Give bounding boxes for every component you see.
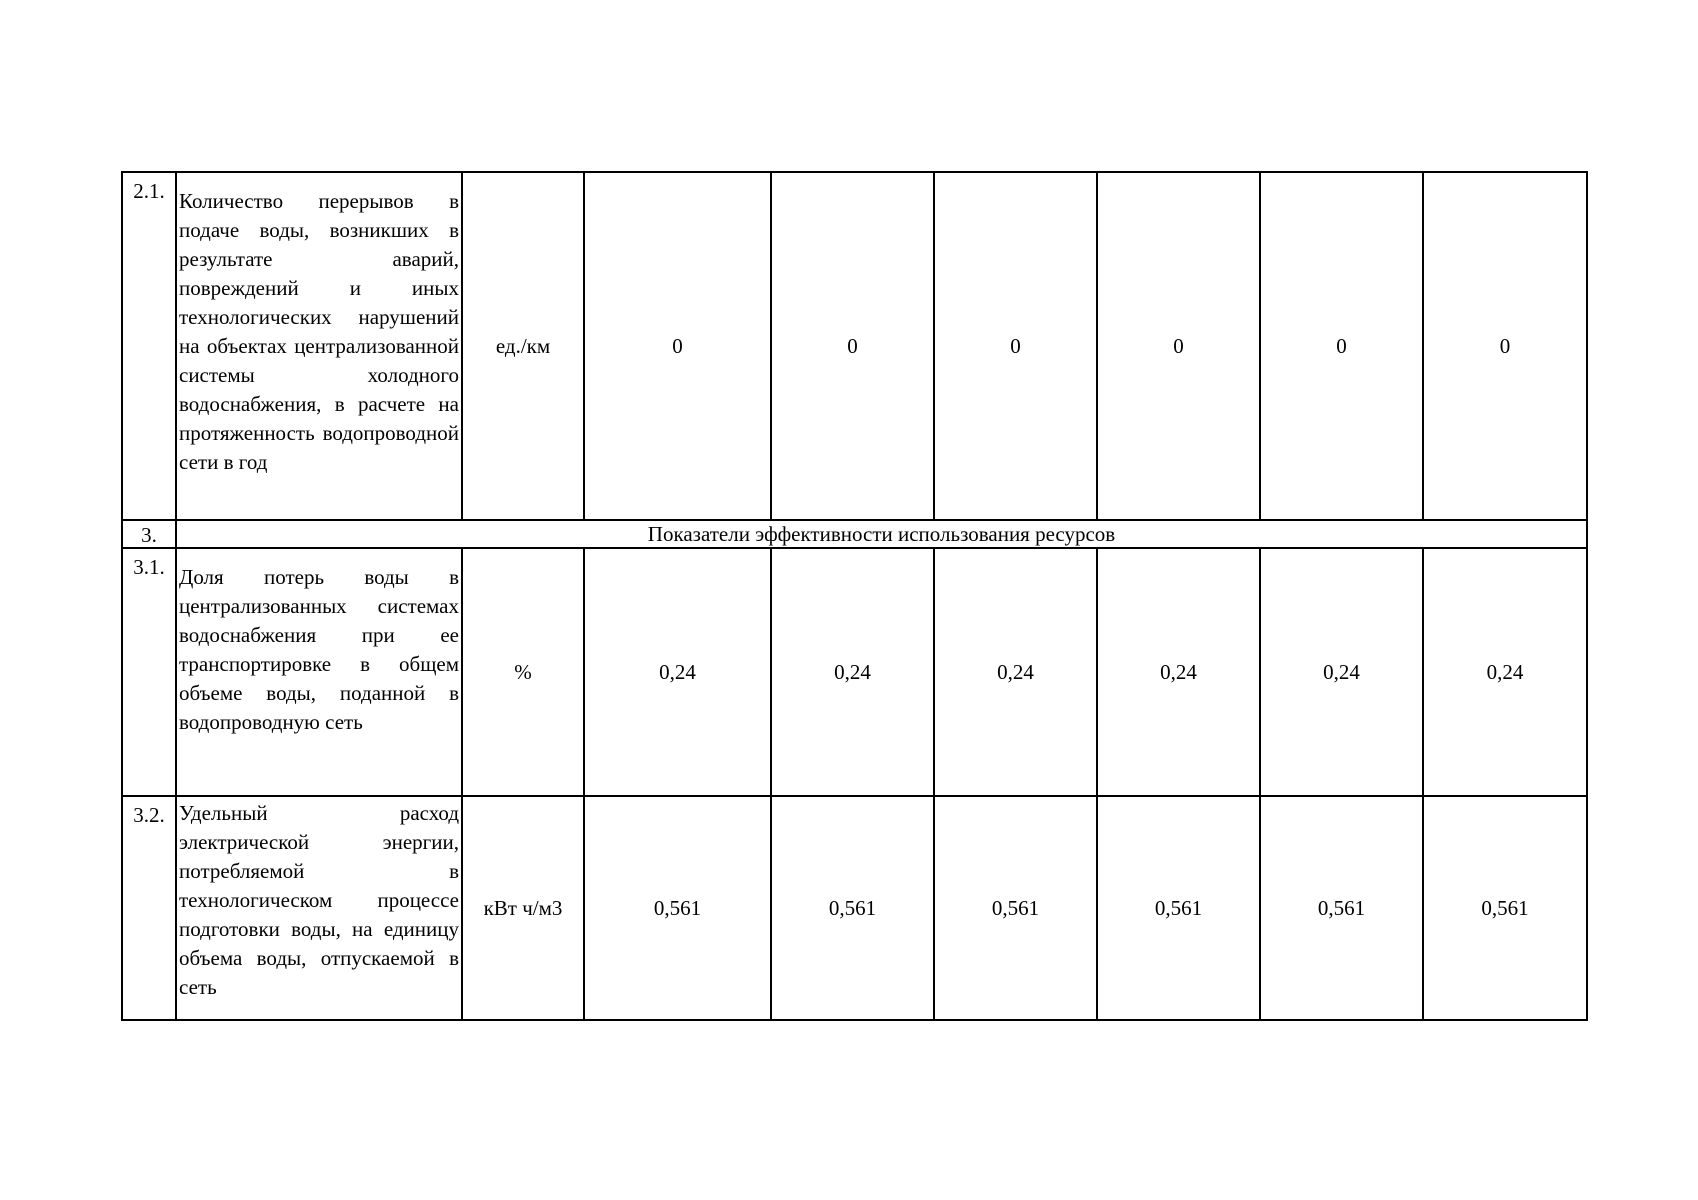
table-row [122, 796, 1587, 1020]
value-cell: 0,561 [1260, 796, 1423, 1020]
row-number: 3.2. [122, 796, 176, 1020]
unit-cell: кВт ч/м3 [462, 796, 584, 1020]
value-cell: 0,561 [771, 796, 934, 1020]
value-cell: 0 [584, 172, 771, 520]
section-row [122, 520, 1587, 548]
unit-cell: % [462, 548, 584, 796]
unit-cell: ед./км [462, 172, 584, 520]
value-cell: 0,561 [584, 796, 771, 1020]
section-number: 3. [122, 520, 176, 548]
value-cell: 0,24 [1423, 548, 1587, 796]
value-cell: 0 [771, 172, 934, 520]
row-number: 3.1. [122, 548, 176, 796]
value-cell: 0,24 [771, 548, 934, 796]
value-cell: 0 [1423, 172, 1587, 520]
indicators-table [121, 171, 1588, 1021]
indicator-description: Количество перерывов в подаче воды, возникших в результате аварий, повреждений и иных технологических нарушений на объектах централизованной системы холодного водоснабжения, в расчете на протяженность водопроводной сети в год [176, 172, 462, 520]
indicator-description: Доля потерь воды в централизованных системах водоснабжения при ее транспортировке в общем объеме воды, поданной в водопроводную сеть [176, 548, 462, 796]
indicator-description: Удельный расход электрической энергии, потребляемой в технологическом процессе подготовки воды, на единицу объема воды, отпускаемой в сеть [176, 796, 462, 1020]
section-title: Показатели эффективности использования ресурсов [176, 520, 1587, 548]
table-row [122, 548, 1587, 796]
table-row [122, 172, 1587, 520]
value-cell: 0,24 [1097, 548, 1260, 796]
value-cell: 0,561 [934, 796, 1097, 1020]
value-cell: 0 [1260, 172, 1423, 520]
value-cell: 0,24 [584, 548, 771, 796]
value-cell: 0 [1097, 172, 1260, 520]
value-cell: 0,24 [1260, 548, 1423, 796]
value-cell: 0,561 [1097, 796, 1260, 1020]
value-cell: 0,561 [1423, 796, 1587, 1020]
value-cell: 0,24 [934, 548, 1097, 796]
row-number: 2.1. [122, 172, 176, 520]
value-cell: 0 [934, 172, 1097, 520]
